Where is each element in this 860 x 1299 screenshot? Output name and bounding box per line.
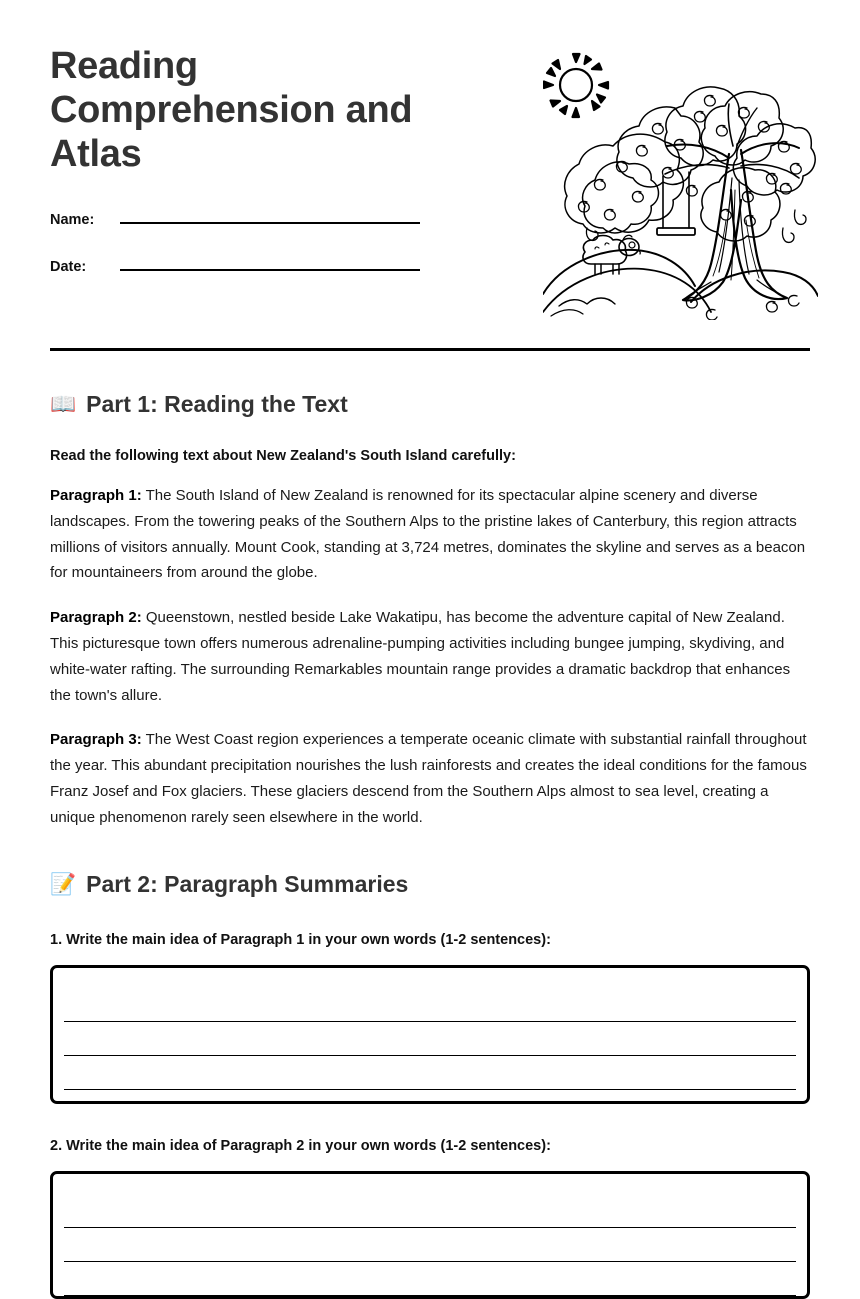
date-input-line[interactable]: [120, 251, 420, 271]
answer-line[interactable]: [64, 1022, 796, 1056]
page-title: Reading Comprehension and Atlas: [50, 45, 413, 176]
paragraph-3-label: Paragraph 3:: [50, 731, 142, 749]
paragraph-2-text: Queenstown, nestled beside Lake Wakatipu, has become the adventure capital of New Zealand. This picturesque town offers numerous adrenaline-pumping activities including bungee jumping, skydiving, and white-water rafting. The surrounding Remarkables mountain range provides a dramatic backdrop that enhances the town's allure.: [50, 609, 791, 704]
paragraph-2-label: Paragraph 2:: [50, 609, 142, 627]
date-field-label: Date:: [50, 259, 87, 276]
worksheet-header: [50, 0, 810, 320]
open-book-icon: 📖: [50, 393, 77, 416]
paragraph-1: [50, 483, 810, 586]
part1-heading: [50, 391, 810, 418]
name-field-row: [50, 204, 450, 251]
question-1-answer-box[interactable]: [50, 965, 810, 1104]
name-input-line[interactable]: [120, 204, 420, 224]
paragraph-3: [50, 727, 810, 830]
paragraph-3-text: The West Coast region experiences a temperate oceanic climate with substantial rainfall throughout the year. This abundant precipitation nourishes the lush rainforests and creates the ideal conditions for the famous Franz Josef and Fox glaciers. These glaciers descend from the Southern Alps almost to sea level, creating a unique phenomenon rarely seen elsewhere in the world.: [50, 731, 807, 826]
question-2-prompt: 2. Write the main idea of Paragraph 2 in your own words (1-2 sentences):: [50, 1137, 551, 1154]
student-fields: [50, 204, 450, 298]
memo-pencil-icon: 📝: [50, 872, 77, 896]
part2-heading-label: Part 2: Paragraph Summaries: [86, 870, 409, 897]
paragraph-1-text: The South Island of New Zealand is renowned for its spectacular alpine scenery and diverse landscapes. From the towering peaks of the Southern Alps to the pristine lakes of Canterbury, this region attracts millions of visitors annually. Mount Cook, standing at 3,724 metres, dominates the skyline and serves as a beacon for mountaineers from around the globe.: [50, 487, 806, 582]
paragraph-1-label: Paragraph 1:: [50, 487, 142, 504]
question-2-answer-box[interactable]: [50, 1171, 810, 1299]
answer-line[interactable]: [64, 1194, 796, 1228]
name-field-label: Name:: [50, 212, 95, 229]
answer-line[interactable]: [64, 1262, 796, 1296]
part2-heading: [50, 871, 810, 898]
header-divider: [50, 348, 810, 351]
part1-heading-label: Part 1: Reading the Text: [86, 391, 348, 417]
answer-line[interactable]: [64, 988, 796, 1022]
paragraph-2: [50, 605, 810, 708]
tree-with-swing-sun-and-sheep-line-art: [543, 50, 818, 320]
answer-line[interactable]: [64, 1228, 796, 1262]
question-1-prompt: 1. Write the main idea of Paragraph 1 in your own words (1-2 sentences):: [50, 931, 551, 948]
sun-icon: [544, 54, 608, 117]
header-text-block: [50, 44, 450, 298]
reading-instruction: Read the following text about New Zealand's South Island carefully:: [50, 448, 516, 464]
tree-foliage: [565, 87, 816, 242]
date-field-row: [50, 251, 450, 298]
answer-line[interactable]: [64, 1056, 796, 1090]
